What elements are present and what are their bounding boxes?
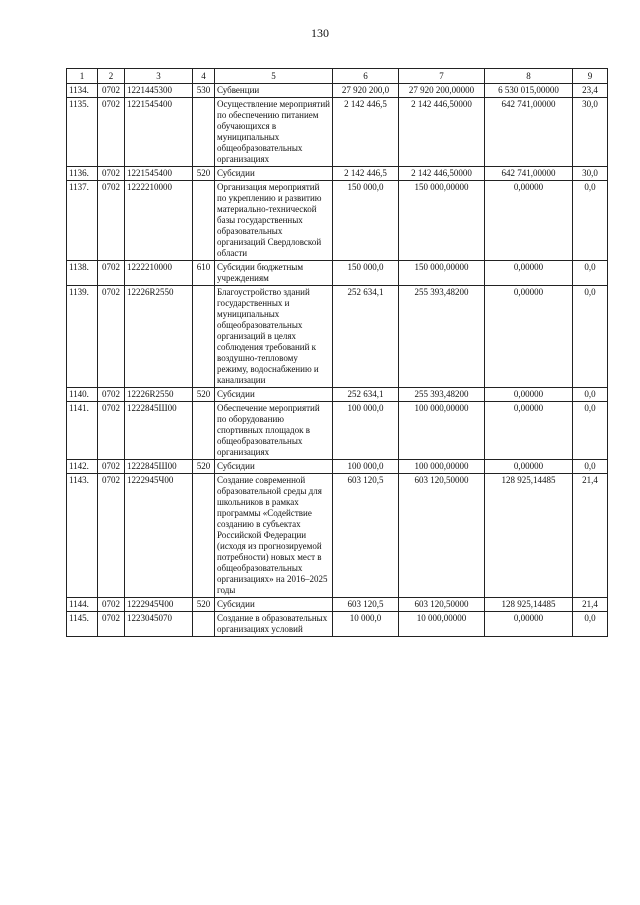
executed-amount: 0,00000 xyxy=(485,402,573,460)
target-code: 1221445300 xyxy=(125,84,193,98)
target-code: 1222945Ч00 xyxy=(125,598,193,612)
execution-percent: 0,0 xyxy=(573,388,608,402)
target-code: 1222210000 xyxy=(125,181,193,261)
budget-table xyxy=(66,68,608,637)
header-col-7: 7 xyxy=(399,69,485,84)
approved-amount: 603 120,50000 xyxy=(399,598,485,612)
target-code: 1222845Ш00 xyxy=(125,460,193,474)
planned-amount: 150 000,0 xyxy=(333,261,399,286)
section-code: 0702 xyxy=(98,402,125,460)
expense-type: 520 xyxy=(193,388,215,402)
table-row xyxy=(67,286,608,388)
execution-percent: 0,0 xyxy=(573,261,608,286)
row-number: 1139. xyxy=(67,286,98,388)
execution-percent: 21,4 xyxy=(573,474,608,598)
planned-amount: 603 120,5 xyxy=(333,474,399,598)
item-name: Осуществление мероприятий по обеспечению питанием обучающихся в муниципальных общеобразовательных организациях xyxy=(215,98,333,167)
approved-amount: 150 000,00000 xyxy=(399,261,485,286)
item-name: Субвенции xyxy=(215,84,333,98)
expense-type: 530 xyxy=(193,84,215,98)
target-code: 1222945Ч00 xyxy=(125,474,193,598)
table-row xyxy=(67,402,608,460)
executed-amount: 6 530 015,00000 xyxy=(485,84,573,98)
execution-percent: 0,0 xyxy=(573,612,608,637)
section-code: 0702 xyxy=(98,286,125,388)
target-code: 1221545400 xyxy=(125,98,193,167)
page-number: 130 xyxy=(311,26,329,40)
section-code: 0702 xyxy=(98,460,125,474)
target-code: 12226R2550 xyxy=(125,388,193,402)
planned-amount: 100 000,0 xyxy=(333,460,399,474)
item-name: Создание в образовательных организациях условий xyxy=(215,612,333,637)
item-name: Благоустройство зданий государственных и муниципальных общеобразовательных организаций в целях соблюдения требований к воздушно-тепловому режиму, водоснабжению и канализации xyxy=(215,286,333,388)
table-row xyxy=(67,261,608,286)
expense-type xyxy=(193,612,215,637)
row-number: 1136. xyxy=(67,167,98,181)
planned-amount: 10 000,0 xyxy=(333,612,399,637)
approved-amount: 2 142 446,50000 xyxy=(399,167,485,181)
table-row xyxy=(67,598,608,612)
executed-amount: 0,00000 xyxy=(485,286,573,388)
table-header-row xyxy=(67,69,608,84)
execution-percent: 23,4 xyxy=(573,84,608,98)
row-number: 1144. xyxy=(67,598,98,612)
table-row xyxy=(67,98,608,167)
item-name: Субсидии xyxy=(215,388,333,402)
executed-amount: 128 925,14485 xyxy=(485,598,573,612)
target-code: 1222845Ш00 xyxy=(125,402,193,460)
row-number: 1142. xyxy=(67,460,98,474)
header-col-9: 9 xyxy=(573,69,608,84)
execution-percent: 0,0 xyxy=(573,402,608,460)
planned-amount: 2 142 446,5 xyxy=(333,167,399,181)
executed-amount: 0,00000 xyxy=(485,612,573,637)
executed-amount: 0,00000 xyxy=(485,181,573,261)
approved-amount: 150 000,00000 xyxy=(399,181,485,261)
execution-percent: 30,0 xyxy=(573,98,608,167)
header-col-8: 8 xyxy=(485,69,573,84)
table-row xyxy=(67,460,608,474)
planned-amount: 100 000,0 xyxy=(333,402,399,460)
expense-type xyxy=(193,474,215,598)
table-row xyxy=(67,612,608,637)
item-name: Обеспечение мероприятий по оборудованию спортивных площадок в общеобразовательных организациях xyxy=(215,402,333,460)
executed-amount: 0,00000 xyxy=(485,460,573,474)
section-code: 0702 xyxy=(98,261,125,286)
approved-amount: 10 000,00000 xyxy=(399,612,485,637)
header-col-1: 1 xyxy=(67,69,98,84)
planned-amount: 27 920 200,0 xyxy=(333,84,399,98)
header-col-5: 5 xyxy=(215,69,333,84)
expense-type: 610 xyxy=(193,261,215,286)
section-code: 0702 xyxy=(98,98,125,167)
header-col-2: 2 xyxy=(98,69,125,84)
item-name: Субсидии xyxy=(215,167,333,181)
approved-amount: 255 393,48200 xyxy=(399,286,485,388)
planned-amount: 150 000,0 xyxy=(333,181,399,261)
target-code: 1223045070 xyxy=(125,612,193,637)
planned-amount: 252 634,1 xyxy=(333,286,399,388)
executed-amount: 128 925,14485 xyxy=(485,474,573,598)
header-col-3: 3 xyxy=(125,69,193,84)
section-code: 0702 xyxy=(98,84,125,98)
execution-percent: 0,0 xyxy=(573,286,608,388)
item-name: Субсидии xyxy=(215,598,333,612)
header-col-6: 6 xyxy=(333,69,399,84)
approved-amount: 255 393,48200 xyxy=(399,388,485,402)
target-code: 12226R2550 xyxy=(125,286,193,388)
approved-amount: 27 920 200,00000 xyxy=(399,84,485,98)
executed-amount: 0,00000 xyxy=(485,388,573,402)
planned-amount: 2 142 446,5 xyxy=(333,98,399,167)
row-number: 1145. xyxy=(67,612,98,637)
planned-amount: 252 634,1 xyxy=(333,388,399,402)
item-name: Организация мероприятий по укреплению и развитию материально-технической базы государственных образовательных организаций Свердловской области xyxy=(215,181,333,261)
table-row xyxy=(67,181,608,261)
expense-type: 520 xyxy=(193,167,215,181)
expense-type xyxy=(193,286,215,388)
row-number: 1143. xyxy=(67,474,98,598)
item-name: Субсидии бюджетным учреждениям xyxy=(215,261,333,286)
expense-type xyxy=(193,181,215,261)
expense-type: 520 xyxy=(193,598,215,612)
approved-amount: 603 120,50000 xyxy=(399,474,485,598)
header-col-4: 4 xyxy=(193,69,215,84)
section-code: 0702 xyxy=(98,181,125,261)
section-code: 0702 xyxy=(98,612,125,637)
target-code: 1222210000 xyxy=(125,261,193,286)
expense-type: 520 xyxy=(193,460,215,474)
item-name: Создание современной образовательной среды для школьников в рамках программы «Содействие созданию в субъектах Российской Федерации (исходя из прогнозируемой потребности) новых мест в общеобразовательных организациях» на 2016–2025 годы xyxy=(215,474,333,598)
row-number: 1134. xyxy=(67,84,98,98)
section-code: 0702 xyxy=(98,598,125,612)
section-code: 0702 xyxy=(98,388,125,402)
executed-amount: 642 741,00000 xyxy=(485,98,573,167)
approved-amount: 2 142 446,50000 xyxy=(399,98,485,167)
approved-amount: 100 000,00000 xyxy=(399,402,485,460)
table-row xyxy=(67,84,608,98)
item-name: Субсидии xyxy=(215,460,333,474)
execution-percent: 0,0 xyxy=(573,460,608,474)
execution-percent: 0,0 xyxy=(573,181,608,261)
row-number: 1140. xyxy=(67,388,98,402)
expense-type xyxy=(193,98,215,167)
planned-amount: 603 120,5 xyxy=(333,598,399,612)
execution-percent: 21,4 xyxy=(573,598,608,612)
section-code: 0702 xyxy=(98,167,125,181)
row-number: 1135. xyxy=(67,98,98,167)
row-number: 1138. xyxy=(67,261,98,286)
row-number: 1141. xyxy=(67,402,98,460)
execution-percent: 30,0 xyxy=(573,167,608,181)
row-number: 1137. xyxy=(67,181,98,261)
executed-amount: 0,00000 xyxy=(485,261,573,286)
section-code: 0702 xyxy=(98,474,125,598)
executed-amount: 642 741,00000 xyxy=(485,167,573,181)
expense-type xyxy=(193,402,215,460)
table-row xyxy=(67,388,608,402)
table-row xyxy=(67,474,608,598)
target-code: 1221545400 xyxy=(125,167,193,181)
approved-amount: 100 000,00000 xyxy=(399,460,485,474)
table-row xyxy=(67,167,608,181)
